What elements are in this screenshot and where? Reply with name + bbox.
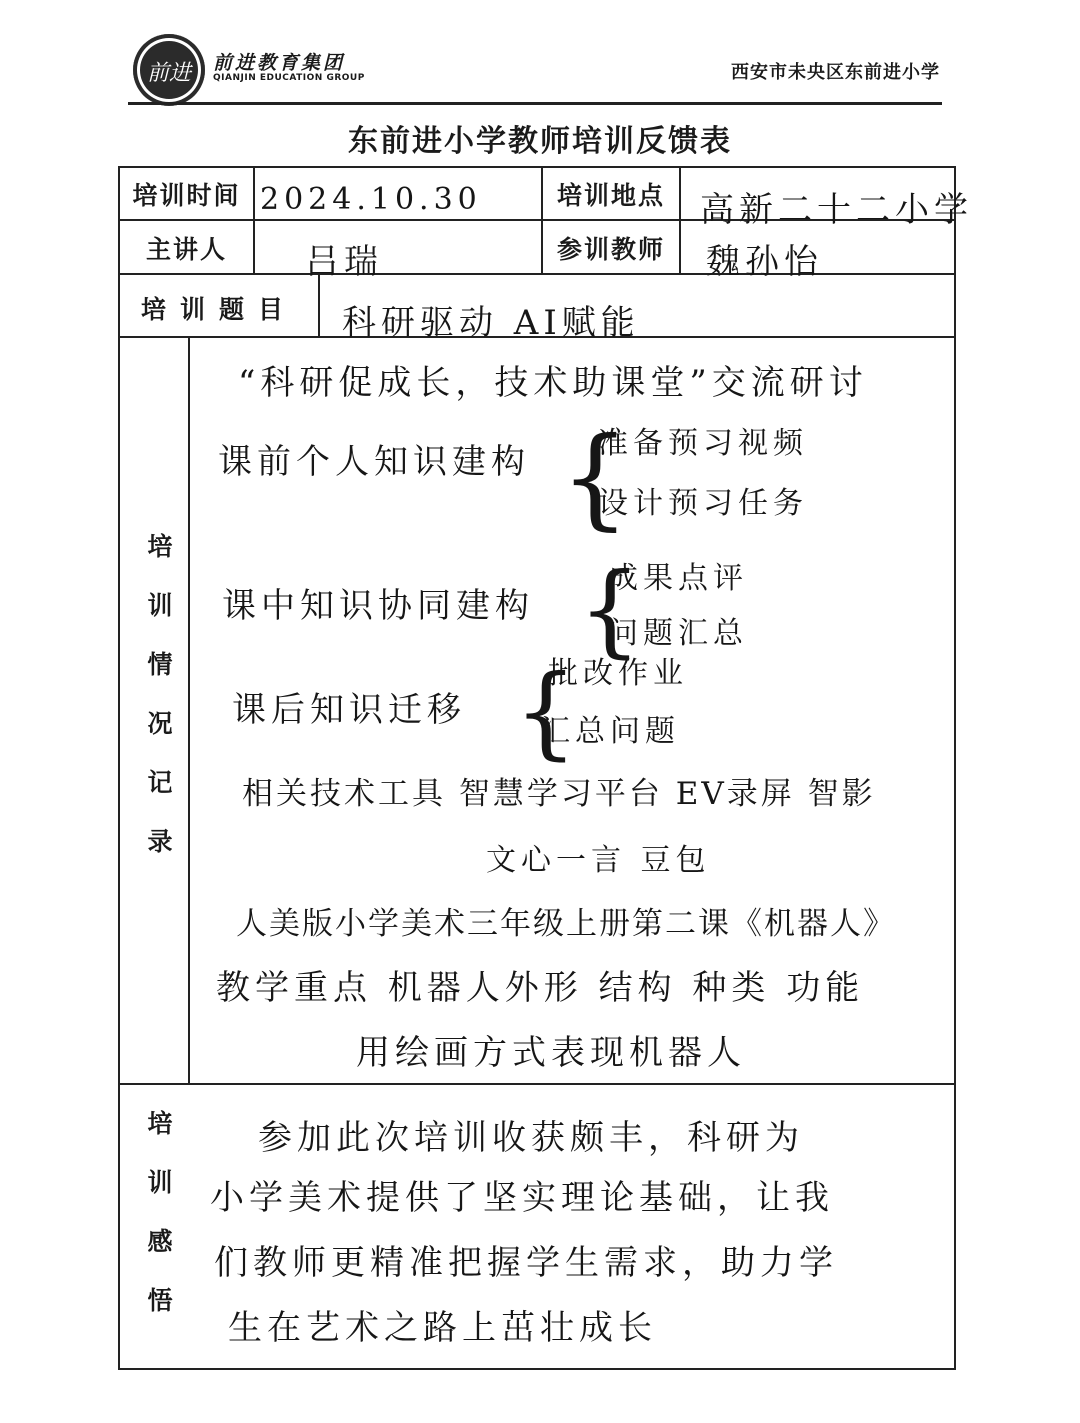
logo-text: 前进 (146, 61, 191, 86)
training-time-value: 2024.10.30 (260, 182, 482, 217)
record-line: 相关技术工具 智慧学习平台 EV录屏 智影 (242, 776, 876, 812)
record-line: 成果点评 (608, 561, 748, 596)
header-divider (128, 102, 942, 105)
reflection-line: 们教师更精准把握学生需求，助力学 (214, 1243, 838, 1283)
record-line: 问题汇总 (608, 616, 748, 651)
record-line: 用绘画方式表现机器人 (356, 1033, 746, 1073)
record-line: 课前个人知识建构 (218, 442, 530, 482)
training-place-label: 培训地点 (556, 181, 665, 210)
record-line: 准备预习视频 (598, 426, 808, 461)
reflection-line: 生在艺术之路上茁壮成长 (228, 1308, 657, 1348)
record-line: 人美版小学美术三年级上册第二课《机器人》 (236, 906, 896, 942)
record-line: 教学重点 机器人外形 结构 种类 功能 (216, 968, 865, 1008)
brace-icon: { (578, 551, 642, 668)
record-line: 汇总问题 (540, 714, 680, 749)
column-divider (679, 166, 681, 273)
attendee-label: 参训教师 (556, 235, 665, 264)
record-line: 批改作业 (548, 656, 688, 691)
speaker-label: 主讲人 (145, 235, 227, 264)
record-line: 设计预习任务 (598, 486, 808, 521)
reflection-line: 小学美术提供了坚实理论基础，让我 (210, 1178, 834, 1218)
training-time-label: 培训时间 (132, 181, 241, 210)
column-divider (188, 336, 190, 1083)
record-line: 课中知识协同建构 (222, 586, 534, 626)
record-line: 文心一言 豆包 (486, 843, 711, 878)
brace-icon: { (514, 653, 578, 770)
speaker-value: 吕瑞 (305, 242, 383, 282)
record-line: 课后知识迁移 (232, 690, 466, 730)
brand-name-en: QIANJIN EDUCATION GROUP (213, 73, 365, 83)
training-place-value: 高新二十二小学 (700, 190, 973, 230)
reflection-section-label: 培训感悟 (144, 1110, 173, 1346)
attendee-value: 魏孙怡 (706, 242, 823, 282)
record-section-label: 培训情况记录 (144, 533, 173, 887)
column-divider (253, 166, 255, 273)
brace-icon: { (560, 413, 630, 541)
page-title: 东前进小学教师培训反馈表 (348, 124, 732, 159)
brand-name-cn: 前进教育集团 (213, 52, 346, 74)
row-divider (118, 273, 956, 275)
record-line: “科研促成长，技术助课堂”交流研讨 (238, 363, 868, 403)
reflection-line: 参加此次培训收获颇丰，科研为 (258, 1118, 804, 1158)
topic-value: 科研驱动 AI赋能 (342, 303, 640, 343)
row-divider (118, 1083, 956, 1085)
group-logo (133, 34, 205, 106)
school-name: 西安市未央区东前进小学 (731, 62, 940, 83)
topic-label: 培训题目 (140, 295, 297, 324)
